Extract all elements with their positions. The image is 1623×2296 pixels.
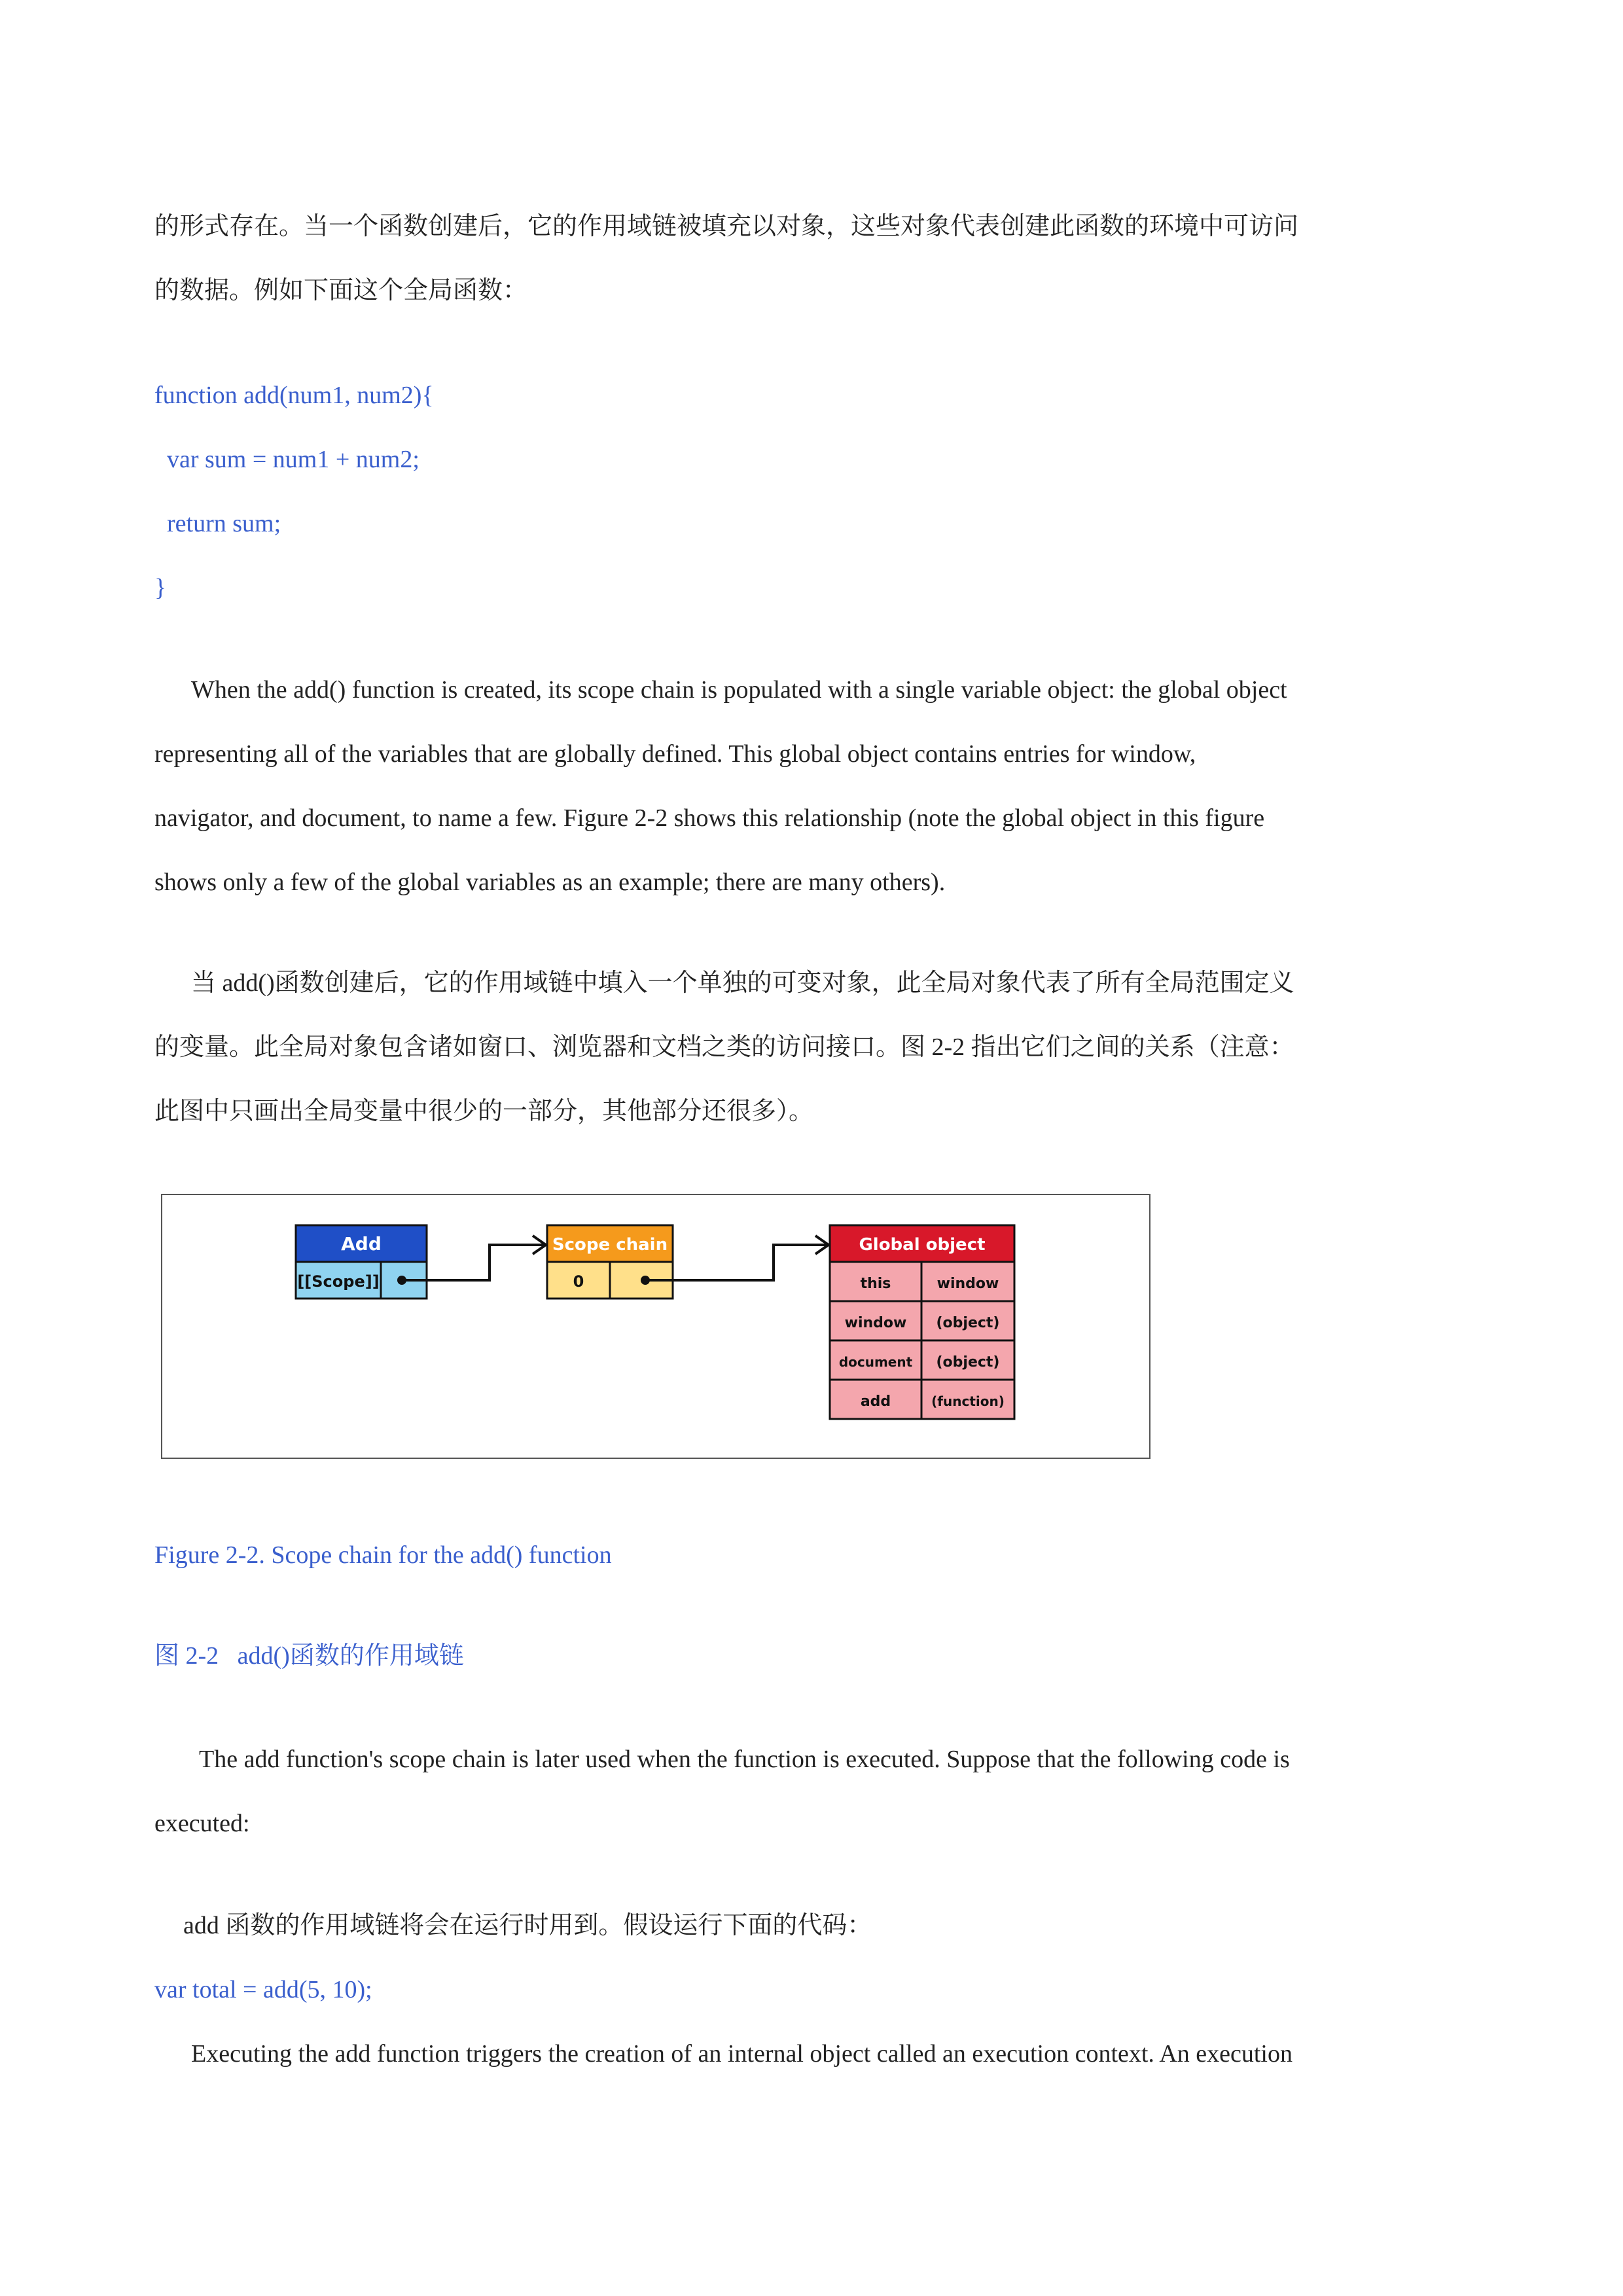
en-paragraph-2-line: The add function's scope chain is later used when the function is executed. Suppose that the following code is — [199, 1746, 1290, 1773]
en-paragraph-3: Executing the add function triggers the creation of an internal object called an execution context. An execution — [191, 2040, 1293, 2068]
global-row-key: add — [860, 1393, 891, 1410]
code-line-total: var total = add(5, 10); — [154, 1976, 372, 2003]
zh-paragraph-1-line: 的变量。此全局对象包含诸如窗口、浏览器和文档之类的访问接口。图 2-2 指出它们之间的关系（注意： — [154, 1033, 1294, 1061]
code-line: } — [154, 574, 167, 601]
figure-caption-en: Figure 2-2. Scope chain for the add() function — [154, 1541, 612, 1569]
scope-chain-diagram — [162, 1195, 1152, 1460]
global-row-key: document — [838, 1354, 913, 1370]
global-object-box — [830, 1225, 1014, 1419]
en-paragraph-1-line: shows only a few of the global variables as an example; there are many others). — [154, 869, 946, 896]
scope-chain-box — [547, 1225, 673, 1299]
en-paragraph-1-line: representing all of the variables that are globally defined. This global object contains entries for window, — [154, 740, 1196, 768]
figure-caption-zh: 图 2-2 add()函数的作用域链 — [154, 1642, 464, 1670]
en-paragraph-1-line: When the add() function is created, its scope chain is populated with a single variable object: the global object — [191, 676, 1287, 704]
scope-chain-index: 0 — [573, 1272, 584, 1291]
intro-line-1: 的形式存在。当一个函数创建后，它的作用域链被填充以对象，这些对象代表创建此函数的环境中可访问 — [154, 213, 1299, 240]
en-paragraph-1-line: navigator, and document, to name a few. Figure 2-2 shows this relationship (note the global object in this figure — [154, 804, 1265, 832]
zh-paragraph-1-line: 当 add()函数创建后，它的作用域链中填入一个单独的可变对象，此全局对象代表了所有全局范围定义 — [191, 969, 1294, 997]
global-object-title: Global object — [859, 1235, 986, 1255]
zh-paragraph-2: add 函数的作用域链将会在运行时用到。假设运行下面的代码： — [183, 1912, 872, 1939]
global-row-key: this — [860, 1276, 891, 1292]
scope-chain-title: Scope chain — [552, 1235, 668, 1255]
global-row-value: (object) — [936, 1315, 1000, 1331]
scope-chain-figure — [161, 1194, 1150, 1459]
intro-line-2: 的数据。例如下面这个全局函数： — [154, 277, 528, 304]
code-line: var sum = num1 + num2; — [154, 446, 419, 473]
code-line: function add(num1, num2){ — [154, 382, 434, 409]
global-row-value: (function) — [931, 1393, 1005, 1409]
en-paragraph-2-line: executed: — [154, 1810, 250, 1837]
code-line: return sum; — [154, 510, 281, 537]
global-row-value: (object) — [936, 1354, 1000, 1371]
add-box-title: Add — [341, 1233, 382, 1255]
add-box-scope-cell: [[Scope]] — [297, 1272, 380, 1291]
global-row-key: window — [844, 1315, 907, 1331]
zh-paragraph-1-line: 此图中只画出全局变量中很少的一部分，其他部分还很多）。 — [154, 1098, 814, 1125]
global-row-value: window — [936, 1276, 999, 1292]
add-box — [296, 1225, 427, 1299]
